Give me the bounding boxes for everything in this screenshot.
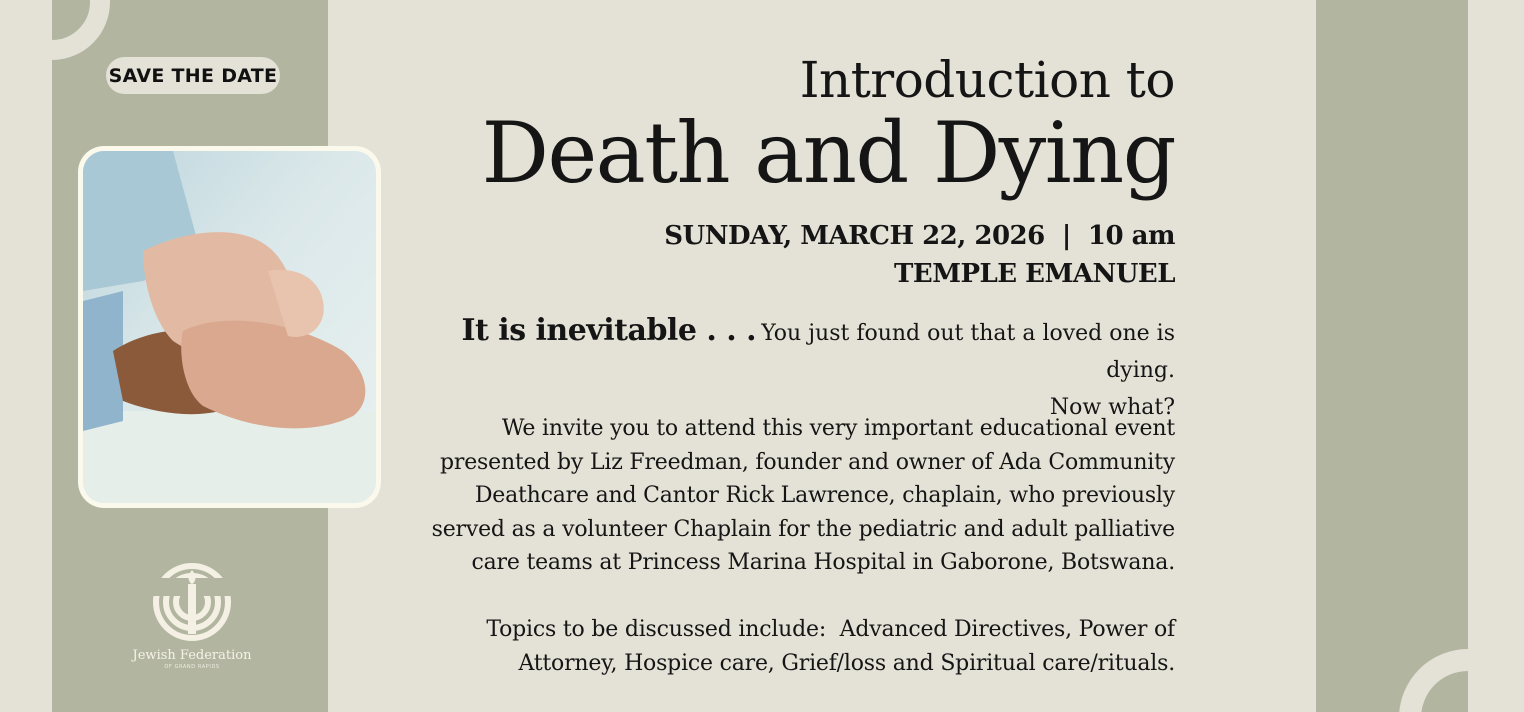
right-sidebar-band	[1316, 0, 1468, 712]
event-datetime-text: SUNDAY, MARCH 22, 2026 | 10 am	[664, 221, 1175, 251]
logo-subtitle: OF GRAND RAPIDS	[164, 664, 220, 670]
topics-paragraph	[420, 613, 1175, 680]
event-datetime	[420, 218, 1175, 254]
title-line-2: Death and Dying	[481, 104, 1175, 202]
description-line: presented by Liz Freedman, founder and owner of Ada Community	[440, 449, 1175, 475]
badge-label: SAVE THE DATE	[108, 64, 278, 87]
description-line: We invite you to attend this very important educational event	[501, 416, 1175, 441]
lead-text: You just found out that a loved one is dying.	[761, 321, 1175, 383]
bottom-right-arc-decoration	[1390, 630, 1480, 712]
event-venue: TEMPLE EMANUEL	[894, 259, 1175, 289]
lead-emphasis: It is inevitable . . .	[461, 313, 757, 348]
hands-holding-photo	[83, 151, 376, 503]
jewish-federation-logo	[130, 562, 254, 670]
title-line-1: Introduction to	[799, 51, 1175, 109]
description-line: care teams at Princess Marina Hospital in Gaborone, Botswana.	[471, 550, 1175, 576]
save-the-date-badge	[106, 57, 280, 94]
description-line: Deathcare and Cantor Rick Lawrence, chaplain, who previously	[474, 483, 1175, 509]
hands-illustration	[83, 151, 376, 503]
photo-frame	[78, 146, 381, 508]
description-paragraph	[420, 412, 1175, 580]
topics-line: Topics to be discussed include: Advanced Directives, Power of	[486, 617, 1175, 642]
topics-line: Attorney, Hospice care, Grief/loss and Spiritual care/rituals.	[518, 650, 1175, 676]
logo-name: Jewish Federation	[132, 648, 252, 663]
lead-text-2: Now what?	[1049, 395, 1175, 420]
menorah-circle-icon	[152, 562, 232, 642]
lead-paragraph	[420, 313, 1175, 426]
description-line: served as a volunteer Chaplain for the pediatric and adult palliative	[431, 516, 1175, 542]
